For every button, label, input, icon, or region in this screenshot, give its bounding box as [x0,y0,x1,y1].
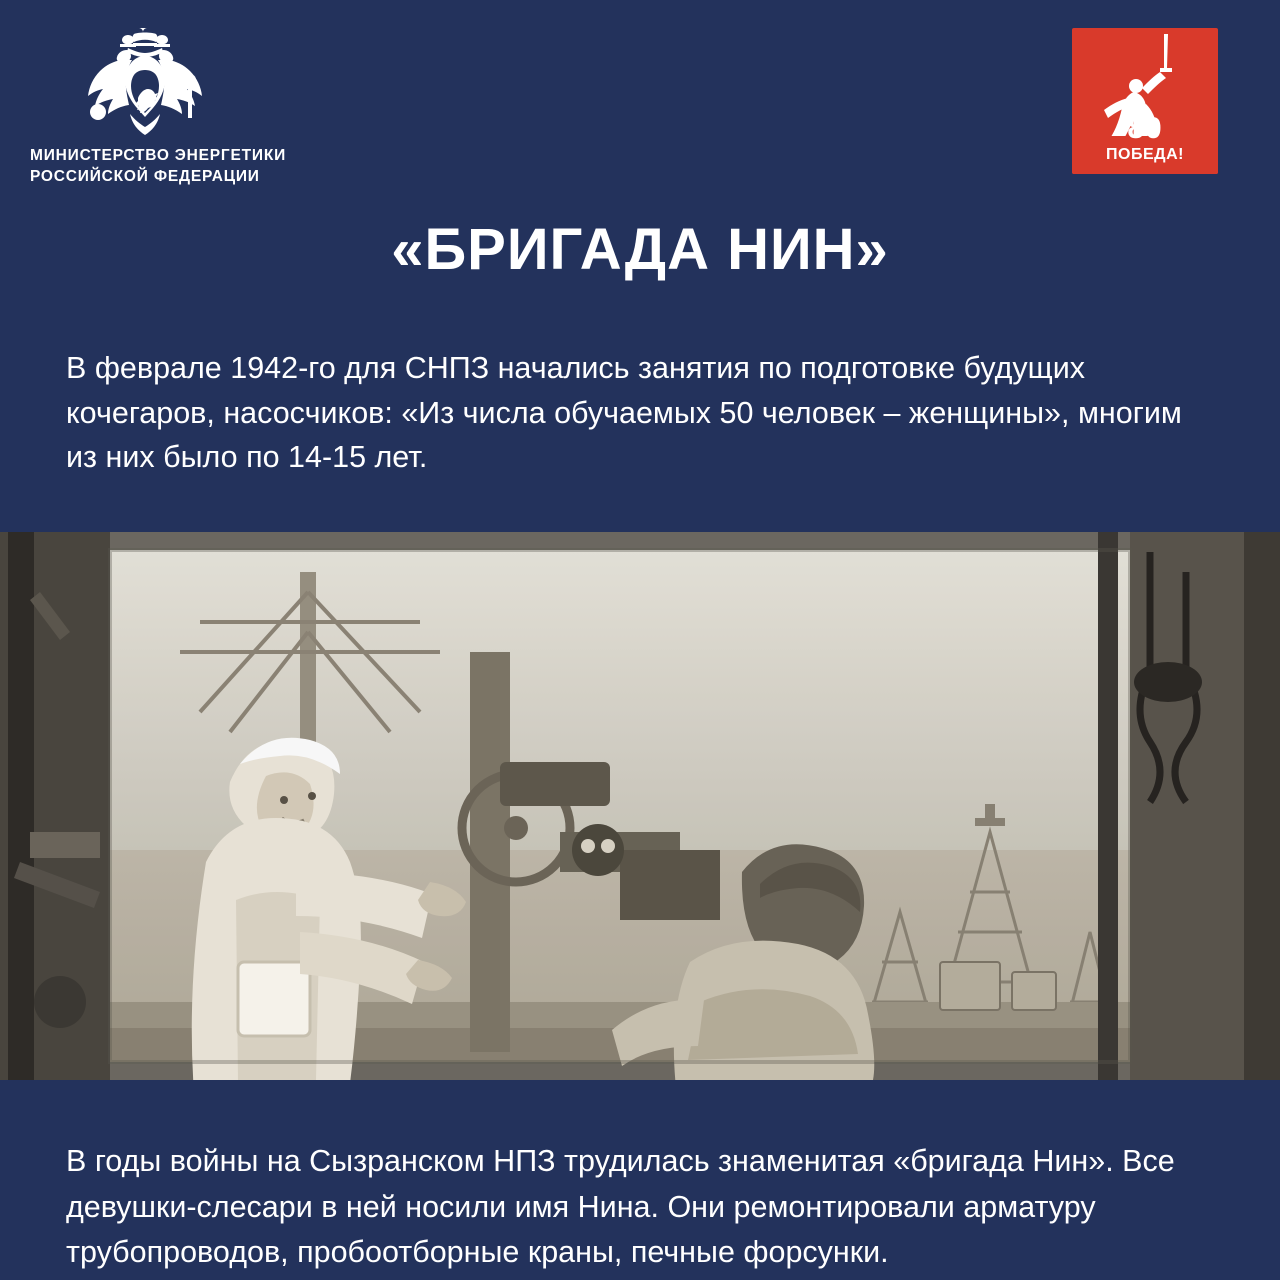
victory-80-badge [1072,28,1218,174]
badge-number: 80 [1127,112,1163,145]
ministry-name [30,146,286,188]
ministry-name-line2: РОССИЙСКОЙ ФЕДЕРАЦИИ [30,167,260,185]
russian-double-headed-eagle-emblem-icon [70,26,220,138]
ministry-branding [22,26,286,188]
poster-header [0,0,1280,200]
badge-label: ПОБЕДА! [1106,146,1184,163]
page-title: «БРИГАДА НИН» [391,217,889,282]
caption-paragraph: В годы войны на Сызранском НПЗ трудилась знаменитая «бригада Нин». Все девушки-слесари в ней носили имя Нина. Они ремонтировали арматуру трубопроводов, пробоотборные краны, печные форсунки. [66,1143,1175,1270]
historical-photo [0,532,1280,1080]
ministry-name-line1: МИНИСТЕРСТВО ЭНЕРГЕТИКИ [30,147,287,164]
intro-paragraph: В феврале 1942-го для СНПЗ начались занятия по подготовке будущих кочегаров, насосчиков: «Из числа обучаемых 50 человек – женщины», многим из них было по 14-15 лет. [66,351,1182,475]
